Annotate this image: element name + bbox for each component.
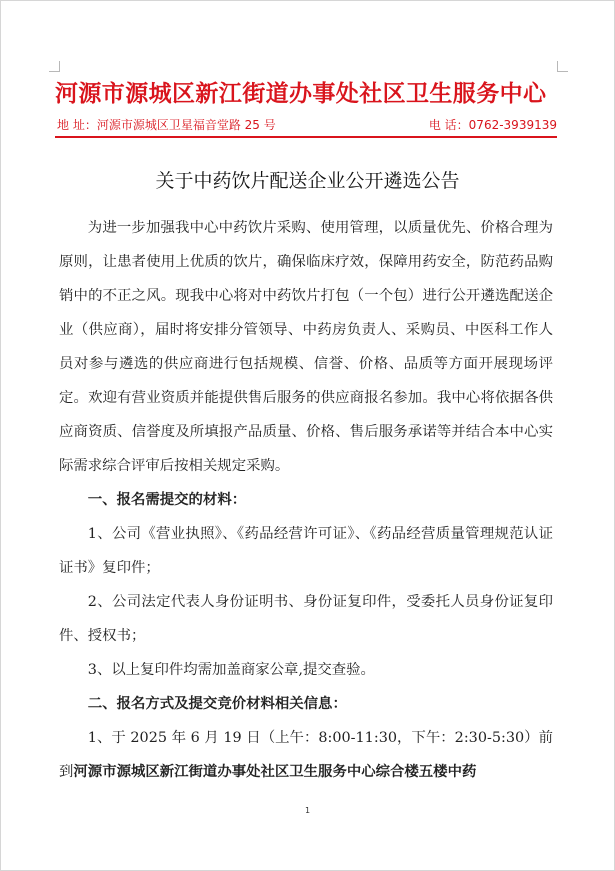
letterhead-phone: 电 话：0762-3939139 <box>428 118 557 132</box>
section2-item-1 <box>59 721 553 789</box>
page-number: 1 <box>304 806 311 815</box>
document-title: 关于中药饮片配送企业公开遴选公告 <box>155 170 460 192</box>
document-body <box>59 211 553 789</box>
letterhead-address: 地 址：河源市源城区卫星福音堂路 25 号 <box>57 118 276 132</box>
crop-mark-top-right <box>557 61 568 72</box>
section1-item-2: 2、公司法定代表人身份证明书、身份证复印件，受委托人员身份证复印件、授权书； <box>59 594 553 644</box>
section2-item-1-text: 1、于 2025 年 6 月 19 日（上午：8:00-11:30，下午：2:30-5:30）前到 <box>59 730 553 780</box>
letterhead-org-name: 河源市源城区新江街道办事处社区卫生服务中心 <box>55 80 547 107</box>
crop-mark-top-left <box>49 61 60 72</box>
intro-paragraph: 为进一步加强我中心中药饮片采购、使用管理，以质量优先、价格合理为原则，让患者使用上优质的饮片，确保临床疗效，保障用药安全，防范药品购销中的不正之风。现我中心将对中药饮片打包（一个包）进行公开遴选配送企业（供应商），届时将安排分管领导、中药房负责人、采购员、中医科工作人员对参与遴选的供应商进行包括规模、信誉、价格、品质等方面开展现场评定。欢迎有营业资质并能提供售后服务的供应商报名参加。我中心将依据各供应商资质、信誉度及所填报产品质量、价格、售后服务承诺等并结合本中心实际需求综合评审后按相关规定采购。 <box>59 220 553 474</box>
letterhead-divider <box>55 136 557 138</box>
section2-heading: 二、报名方式及提交竞价材料相关信息： <box>87 696 347 712</box>
section1-heading: 一、报名需提交的材料： <box>87 492 247 508</box>
section1-item-1: 1、公司《营业执照》、《药品经营许可证》、《药品经营质量管理规范认证证书》复印件； <box>59 526 553 576</box>
letterhead-contact-line <box>57 116 557 132</box>
section2-item-1-location: 河源市源城区新江街道办事处社区卫生服务中心综合楼五楼中药 <box>73 763 477 780</box>
section1-item-3: 3、以上复印件均需加盖商家公章,提交查验。 <box>87 662 375 678</box>
